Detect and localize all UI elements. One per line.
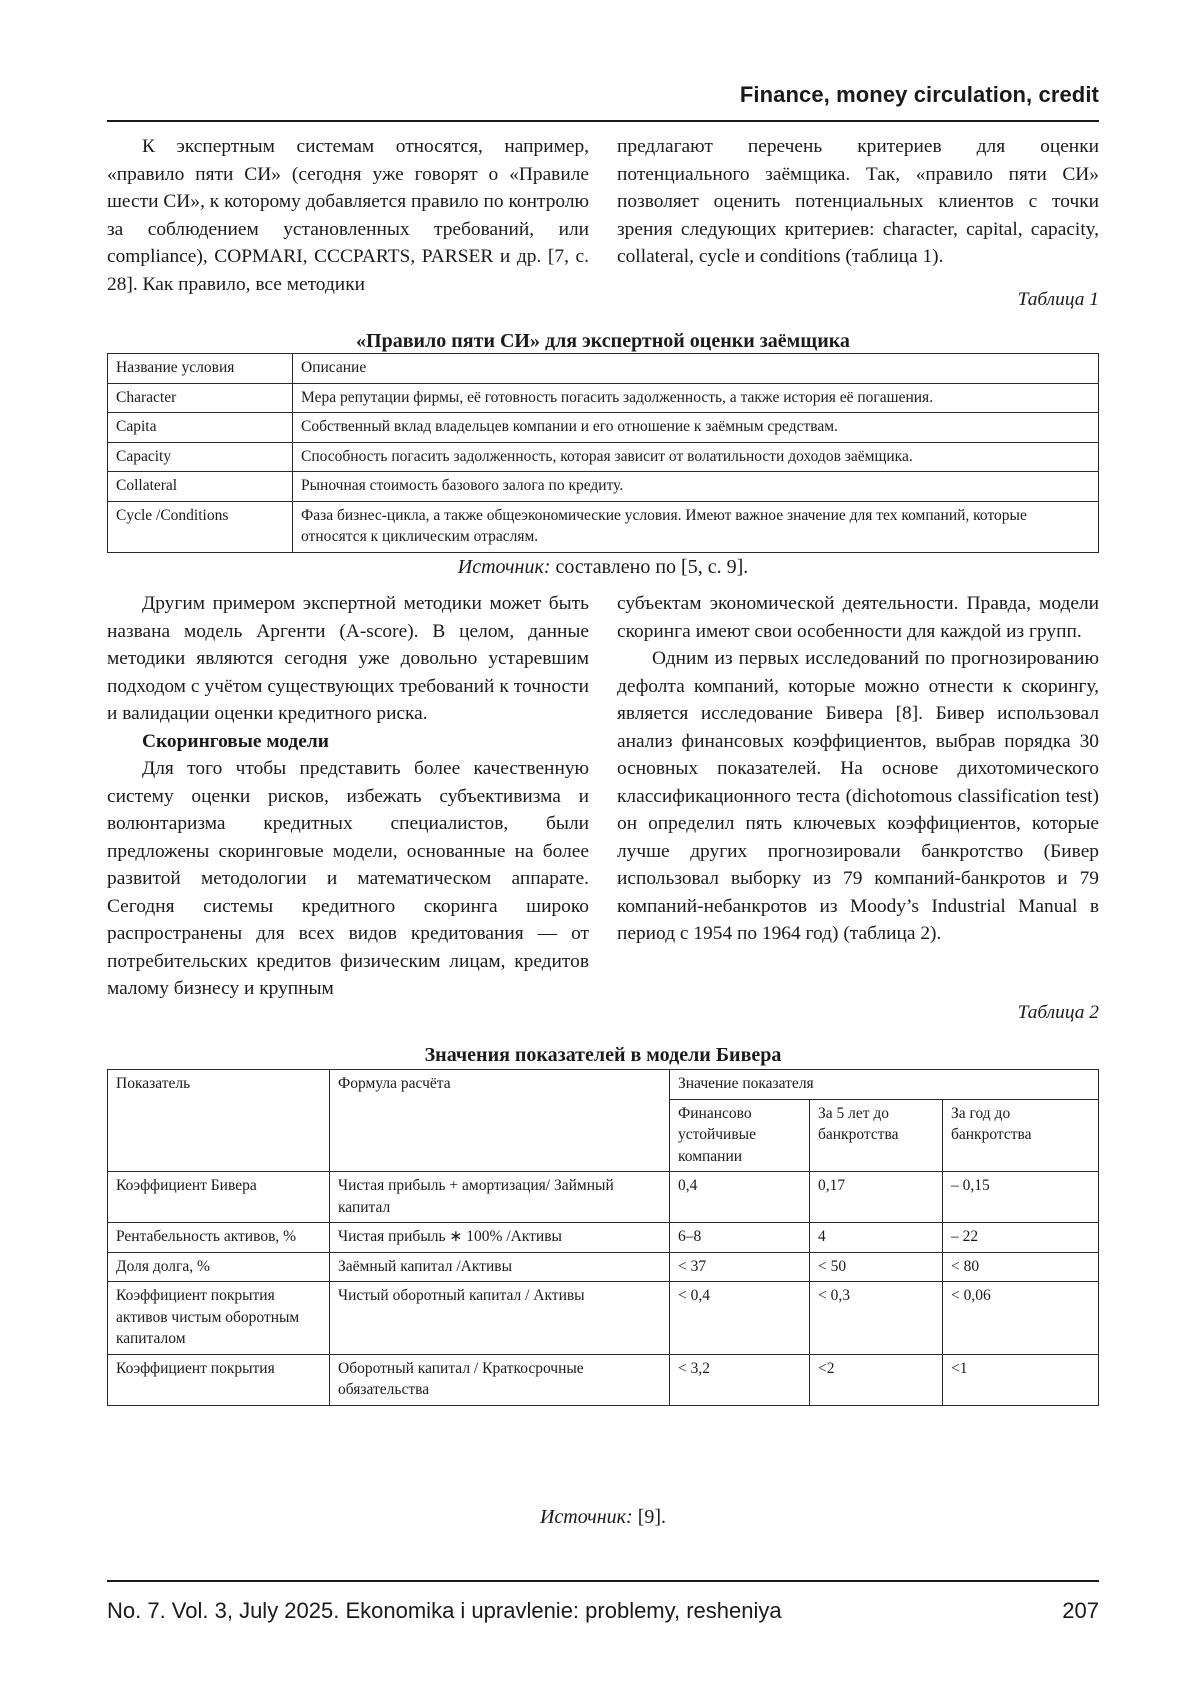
value-1-year: < 80 xyxy=(943,1252,1099,1282)
value-5-years: <2 xyxy=(810,1354,943,1405)
footer-rule xyxy=(107,1580,1099,1582)
header-cell: Название условия xyxy=(108,354,293,384)
table2-title: Значения показателей в модели Бивера xyxy=(424,1044,782,1066)
condition-description: Собственный вклад владельцев компании и его отношение к заёмным средствам. xyxy=(293,413,1099,443)
condition-name: Capita xyxy=(108,413,293,443)
paragraph: предлагают перечень критериев для оценки потенциального заёмщика. Так, «правило пяти СИ» позволяет оценить потенциальных клиентов с точки зрения следующих критериев: character, capital, capacity, collateral, cycle и conditions (таблица 1). xyxy=(617,136,1099,267)
table-row xyxy=(108,1252,1099,1282)
header-cell: За год до банкротства xyxy=(943,1099,1099,1172)
formula: Оборотный капитал / Краткосрочные обязательства xyxy=(330,1354,670,1405)
condition-name: Collateral xyxy=(108,472,293,502)
source-label: Источник: xyxy=(457,556,551,578)
paragraph: Одним из первых исследований по прогнозированию дефолта компаний, которые можно отнести к скорингу, является исследование Бивера [8]. Бивер использовал анализ финансовых коэффициентов, выбрав порядка 30 основных показателей. На основе дихотомического классификационного теста (dichotomous classification test) он определил пять ключевых коэффициентов, которые лучше других прогнозировали банкротство (Бивер использовал выборку из 79 компаний-банкротов и 79 компаний-небанкротов из Moody’s Industrial Manual в период с 1954 по 1964 год) (таблица 2). xyxy=(617,648,1099,944)
header-cell: Финансово устойчивые компании xyxy=(670,1099,810,1172)
condition-name: Character xyxy=(108,383,293,413)
condition-description: Способность погасить задолженность, которая зависит от волатильности доходов заёмщика. xyxy=(293,442,1099,472)
value-1-year: – 0,15 xyxy=(943,1172,1099,1223)
header-cell: Формула расчёта xyxy=(330,1070,670,1172)
table-row xyxy=(108,1172,1099,1223)
value-stable: 0,4 xyxy=(670,1172,810,1223)
header-cell-group: Значение показателя xyxy=(670,1070,1099,1100)
indicator-name: Коэффициент Бивера xyxy=(108,1172,330,1223)
condition-description: Рыночная стоимость базового залога по кредиту. xyxy=(293,472,1099,502)
table-header-row xyxy=(108,1070,1099,1100)
table-row xyxy=(108,1354,1099,1405)
formula: Чистая прибыль + амортизация/ Займный капитал xyxy=(330,1172,670,1223)
table1 xyxy=(107,353,1099,553)
table2 xyxy=(107,1069,1099,1406)
table2-source xyxy=(107,1506,1099,1529)
header-cell: За 5 лет до банкротства xyxy=(810,1099,943,1172)
source-text: составлено по [5, с. 9]. xyxy=(550,556,749,578)
value-stable: < 3,2 xyxy=(670,1354,810,1405)
intro-left-column xyxy=(107,133,589,298)
value-5-years: < 0,3 xyxy=(810,1282,943,1355)
table-header-row xyxy=(108,354,1099,384)
paragraph: субъектам экономической деятельности. Правда, модели скоринга имеют свои особенности для каждой из групп. xyxy=(617,593,1099,642)
value-stable: < 37 xyxy=(670,1252,810,1282)
value-1-year: <1 xyxy=(943,1354,1099,1405)
intro-right-column xyxy=(617,133,1099,271)
source-text: [9]. xyxy=(632,1506,667,1528)
journal-citation: No. 7. Vol. 3, July 2025. Ekonomika i upravlenie: problemy, resheniya xyxy=(107,1598,782,1623)
table2-label: Таблица 2 xyxy=(1017,1002,1099,1023)
body-left-column xyxy=(107,590,589,1003)
section-subheading: Скоринговые модели xyxy=(142,730,329,752)
body-right-column xyxy=(617,590,1099,948)
value-5-years: < 50 xyxy=(810,1252,943,1282)
page-footer xyxy=(107,1598,1099,1624)
table-row xyxy=(108,472,1099,502)
paragraph: К экспертным системам относятся, например, «правило пяти СИ» (сегодня уже говорят о «Правиле шести СИ», к которому добавляется правило по контролю за соблюдением установленных требований, или compliance), COPMARI, CCCPARTS, PARSER и др. [7, с. 28]. Как правило, все методики xyxy=(107,136,589,295)
value-5-years: 0,17 xyxy=(810,1172,943,1223)
page-number: 207 xyxy=(1062,1598,1099,1623)
indicator-name: Коэффициент покрытия xyxy=(108,1354,330,1405)
condition-name: Cycle /Conditions xyxy=(108,501,293,552)
table-row xyxy=(108,413,1099,443)
condition-description: Мера репутации фирмы, её готовность погасить задолженность, а также история её погашения. xyxy=(293,383,1099,413)
header-cell: Показатель xyxy=(108,1070,330,1172)
table-row xyxy=(108,442,1099,472)
condition-description: Фаза бизнес-цикла, а также общеэкономические условия. Имеют важное значение для тех компаний, которые относятся к циклическим отраслям. xyxy=(293,501,1099,552)
table1-source xyxy=(107,556,1099,579)
indicator-name: Коэффициент покрытия активов чистым оборотным капиталом xyxy=(108,1282,330,1355)
condition-name: Capacity xyxy=(108,442,293,472)
running-header: Finance, money circulation, credit xyxy=(739,82,1099,107)
formula: Чистая прибыль ∗ 100% /Активы xyxy=(330,1223,670,1253)
table-row xyxy=(108,501,1099,552)
source-label: Источник: xyxy=(539,1506,633,1528)
value-stable: < 0,4 xyxy=(670,1282,810,1355)
paragraph: Другим примером экспертной методики может быть названа модель Аргенти (A-score). В целом, данные методики являются сегодня уже довольно устаревшим подходом с учётом существующих требований к точности и валидации оценки кредитного риска. xyxy=(107,593,589,724)
value-1-year: < 0,06 xyxy=(943,1282,1099,1355)
formula: Заёмный капитал /Активы xyxy=(330,1252,670,1282)
table1-title: «Правило пяти СИ» для экспертной оценки заёмщика xyxy=(356,330,850,352)
header-rule xyxy=(107,120,1099,122)
value-stable: 6–8 xyxy=(670,1223,810,1253)
paragraph: Для того чтобы представить более качественную систему оценки рисков, избежать субъективизма и волюнтаризма кредитных специалистов, были предложены скоринговые модели, основанные на более развитой методологии и математическом аппарате. Сегодня системы кредитного скоринга широко распространены для всех видов кредитования — от потребительских кредитов физическим лицам, кредитов малому бизнесу и крупным xyxy=(107,758,589,999)
table1-label: Таблица 1 xyxy=(1017,289,1099,310)
value-1-year: – 22 xyxy=(943,1223,1099,1253)
header-cell: Описание xyxy=(293,354,1099,384)
indicator-name: Рентабельность активов, % xyxy=(108,1223,330,1253)
value-5-years: 4 xyxy=(810,1223,943,1253)
table-row xyxy=(108,1282,1099,1355)
table-row xyxy=(108,1223,1099,1253)
formula: Чистый оборотный капитал / Активы xyxy=(330,1282,670,1355)
indicator-name: Доля долга, % xyxy=(108,1252,330,1282)
table-row xyxy=(108,383,1099,413)
